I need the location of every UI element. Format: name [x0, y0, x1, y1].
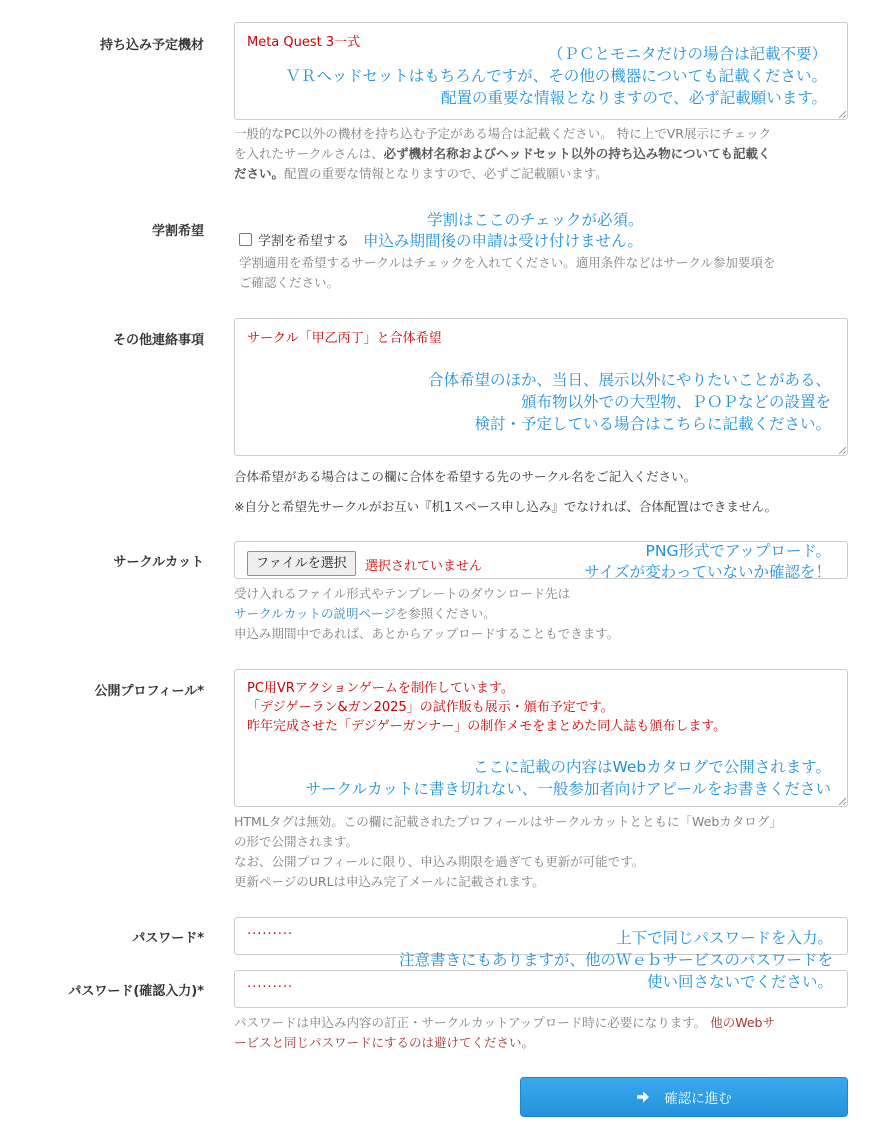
arrow-right-icon [636, 1090, 650, 1104]
password-note-2: 注意書きにもありますが、他のＷｅｂサービスのパスワードを [398, 951, 833, 969]
student-checkbox[interactable] [239, 233, 252, 246]
resize-grip-icon[interactable] [838, 446, 846, 454]
password-note-3: 使い回さないでください。 [646, 973, 833, 991]
student-note-2: 申込み期間後の申請は受け付けません。 [363, 232, 643, 250]
equipment-label: 持ち込み予定機材 [99, 38, 204, 53]
equipment-note-3: 配置の重要な情報となりますので、必ず記載願います。 [441, 89, 827, 107]
file-status: 選択されていません [365, 559, 483, 574]
password-note-1: 上下で同じパスワードを入力。 [615, 929, 833, 947]
cut-file-input[interactable] [234, 541, 848, 579]
password-label: パスワード* [132, 931, 204, 946]
password-notes [399, 927, 833, 993]
student-checkbox-label[interactable]: 学割を希望する [258, 234, 350, 249]
other-help-2: ※自分と希望先サークルがお互い『机1スペース申し込み』でなければ、合体配置はできません。 [234, 499, 778, 514]
equipment-notes [285, 43, 827, 109]
equipment-note-2: ＶＲヘッドセットはもちろんですが、その他の機器についても記載ください。 [285, 67, 827, 85]
confirm-button[interactable] [520, 1077, 848, 1117]
student-label: 学割希望 [151, 224, 204, 239]
file-select-button[interactable]: ファイルを選択 [247, 551, 356, 576]
equipment-help: 一般的なPC以外の機材を持ち込む予定がある場合は記載ください。 特に上でVR展示にチェック を入れたサークルさんは、必ず機材名称およびヘッドセット以外の持ち込み物についても記載く ださい。配置の重要な情報となりますので、必ずご記載願います。 [234, 126, 772, 181]
student-checkbox-row[interactable] [239, 230, 349, 249]
profile-text: PC用VRアクションゲームを制作しています。 「デジゲーラン&ガン2025」の試作版も展示・頒布予定です。 昨年完成させた「デジゲーガンナー」の制作メモをまとめた同人誌も頒布します。 [247, 681, 727, 734]
profile-label: 公開プロフィール* [94, 684, 204, 699]
cut-help: 受け入れるファイル形式やテンプレートのダウンロード先は サークルカットの説明ページを参照ください。 申込み期間中であれば、あとからアップロードすることもできます。 [234, 586, 620, 641]
other-label: その他連絡事項 [112, 333, 204, 348]
other-textarea[interactable] [234, 318, 848, 456]
resize-grip-icon[interactable] [838, 797, 846, 805]
student-note-1: 学割はここのチェックが必須。 [427, 211, 644, 229]
password-help: パスワードは申込み内容の訂正・サークルカットアップロード時に必要になります。 他のWebサ ービスと同じパスワードにするのは避けてください。 [234, 1015, 775, 1050]
other-note-2: 頒布物以外での大型物、ＰＯＰなどの設置を [520, 393, 831, 411]
password-value: ········· [247, 927, 294, 942]
equipment-value: Meta Quest 3一式 [247, 35, 361, 50]
equipment-textarea[interactable] [234, 22, 848, 120]
other-notes [428, 369, 831, 435]
profile-notes [306, 756, 831, 800]
resize-grip-icon[interactable] [838, 110, 846, 118]
password-confirm-label: パスワード(確認入力)* [68, 984, 204, 999]
confirm-button-label: 確認に進む [664, 1091, 732, 1107]
profile-textarea[interactable] [234, 669, 848, 807]
profile-note-1: ここに記載の内容はWebカタログで公開されます。 [472, 758, 831, 776]
other-note-1: 合体希望のほか、当日、展示以外にやりたいことがある、 [427, 371, 831, 389]
other-value: サークル「甲乙丙丁」と合体希望 [247, 331, 442, 346]
cut-note-1: PNG形式でアップロード。 [645, 542, 831, 560]
cut-notes [584, 541, 831, 583]
cut-label: サークルカット [113, 555, 204, 570]
password-confirm-value: ········· [247, 980, 294, 995]
student-help: 学割適用を希望するサークルはチェックを入れてください。適用条件などはサークル参加要項を ご確認ください。 [239, 255, 776, 290]
cut-note-2: サイズが変わっていないか確認を！ [584, 563, 831, 581]
equipment-note-1: （ＰＣとモニタだけの場合は記載不要） [547, 45, 827, 63]
cut-help-link[interactable]: サークルカットの説明ページ [234, 606, 396, 621]
profile-note-2: サークルカットに書き切れない、一般参加者向けアピールをお書きください [305, 780, 831, 798]
other-note-3: 検討・予定している場合はこちらに記載ください。 [474, 415, 831, 433]
other-help-1: 合体希望がある場合はこの欄に合体を希望する先のサークル名をご記入ください。 [234, 469, 697, 484]
profile-help: HTMLタグは無効。この欄に記載されたプロフィールはサークルカットとともに「Webカタログ」 の形で公開されます。 なお、公開プロフィールに限り、申込み期限を過ぎても更新が可能です。 更新ページのURLは申込み完了メールに記載されます。 [234, 814, 782, 889]
